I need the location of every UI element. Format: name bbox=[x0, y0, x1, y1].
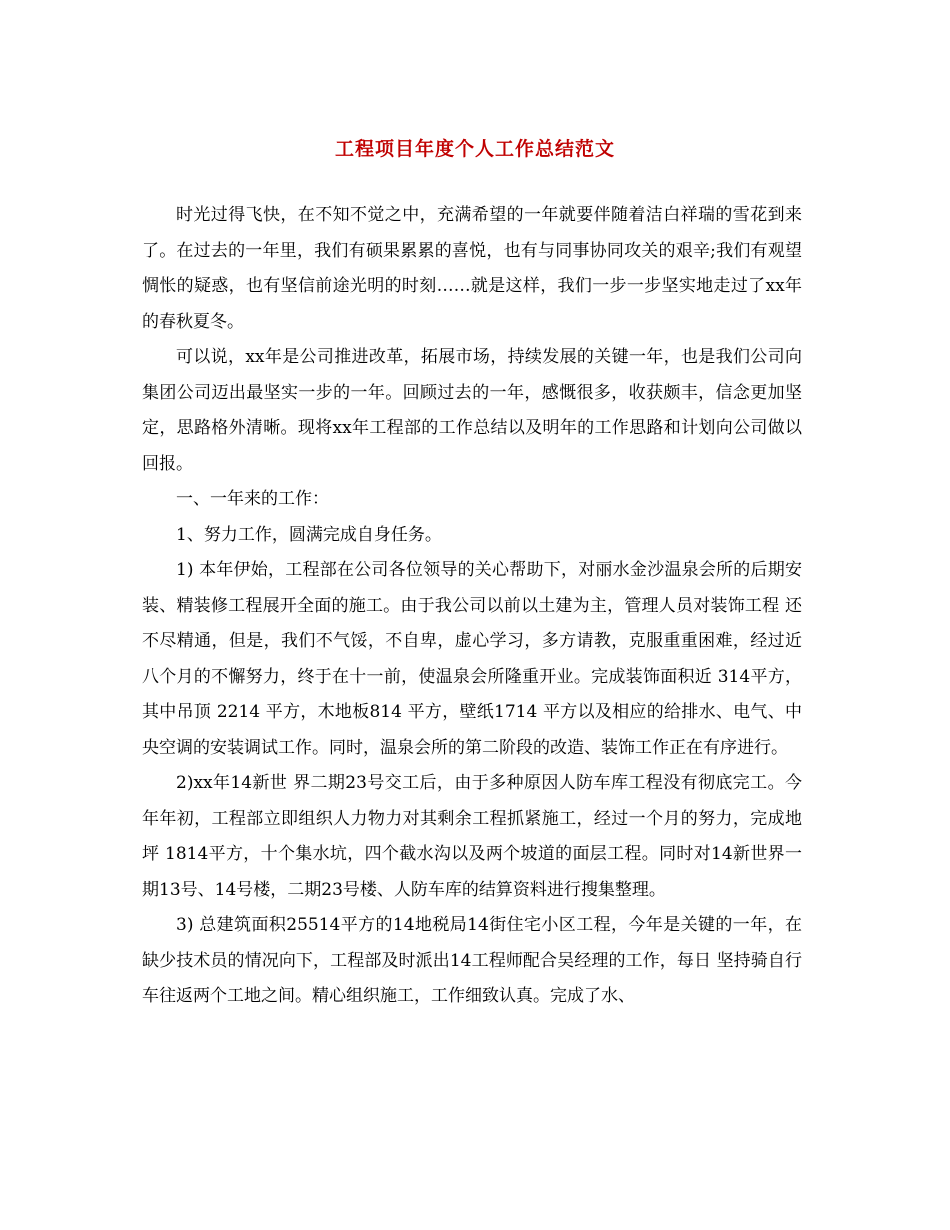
section-heading: 一、一年来的工作： bbox=[176, 489, 329, 509]
paragraph-summary: 可以说，xx年是公司推进改革，拓展市场，持续发展的关键一年，也是我们公司向集团公司迈出最坚实一步的一年。回顾过去的一年，感慨很多，收获颇丰，信念更加坚定，思路格外清晰。现将xx年工程部的工作总结以及明年的工作思路和计划向公司做以回报。 bbox=[142, 347, 802, 474]
subsection-heading: 1、努力工作，圆满完成自身任务。 bbox=[176, 524, 442, 545]
document-body bbox=[142, 198, 802, 1015]
paragraph-item-2: 2)xx年14新世 界二期23号交工后，由于多种原因人防车库工程没有彻底完工。今年年初，工程部立即组织人力物力对其剩余工程抓紧施工，经过一个月的努力，完成地坪 1814平方，十个集水坑，四个截水沟以及两个坡道的面层工程。同时对14新世界一期13号、14号楼，二期23号楼、人防车库的结算资料进行搜集整理。 bbox=[142, 773, 802, 900]
paragraph-item-1: 1) 本年伊始，工程部在公司各位领导的关心帮助下，对丽水金沙温泉会所的后期安装、精装修工程展开全面的施工。由于我公司以前以土建为主，管理人员对装饰工程 还不尽精通，但是，我们不气馁，不自卑，虚心学习，多方请教，克服重重困难，经过近八个月的不懈努力，终于在十一前，使温泉会所隆重开业。完成装饰面积近 314平方，其中吊顶 2214 平方，木地板814 平方，壁纸1714 平方以及相应的给排水、电气、中央空调的安装调试工作。同时，温泉会所的第二阶段的改造、装饰工作正在有序进行。 bbox=[142, 560, 802, 758]
document-title: 工程项目年度个人工作总结范文 bbox=[334, 138, 615, 160]
paragraph-item-3: 3) 总建筑面积25514平方的14地税局14街住宅小区工程，今年是关键的一年，在缺少技术员的情况向下，工程部及时派出14工程师配合吴经理的工作，每日 坚持骑自行车往返两个工地之间。精心组织施工，工作细致认真。完成了水、 bbox=[142, 915, 802, 1006]
paragraph-intro: 时光过得飞快，在不知不觉之中，充满希望的一年就要伴随着洁白祥瑞的雪花到来了。在过去的一年里，我们有硕果累累的喜悦，也有与同事协同攻关的艰辛;我们有观望惆怅的疑惑，也有坚信前途光明的时刻……就是这样，我们一步一步坚实地走过了xx年的春秋夏冬。 bbox=[142, 205, 802, 332]
